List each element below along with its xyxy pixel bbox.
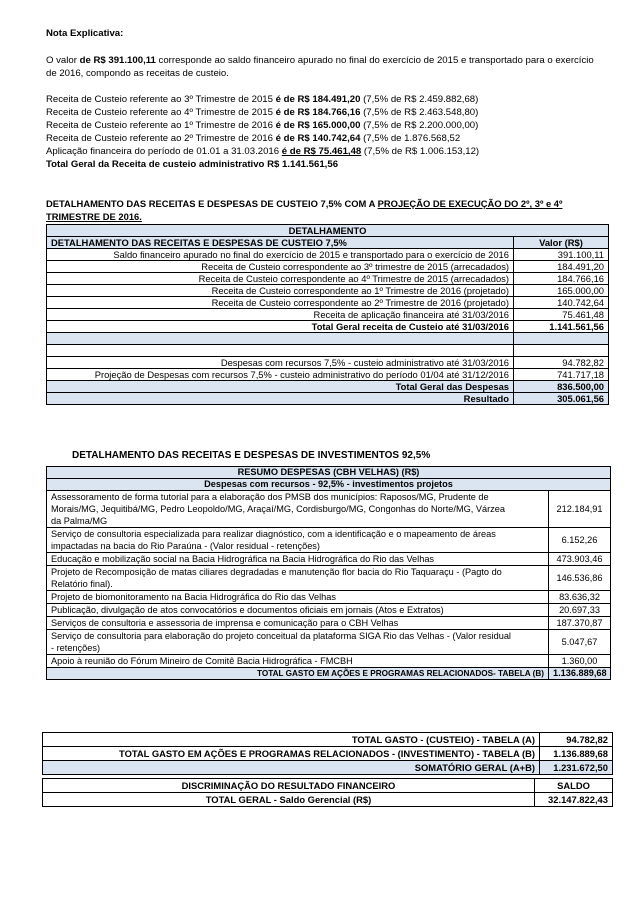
investimentos-header-2: Despesas com recursos - 92,5% - investimentos projetos [47,479,611,491]
section2-title: DETALHAMENTO DAS RECEITAS E DESPESAS DE INVESTIMENTOS 92,5% [72,450,431,461]
table-row: Apoio à reunião do Fórum Mineiro de Comitê Bacia Hidrográfica - FMCBH 1.360,00 [47,655,611,668]
note-intro-line2: de 2016, compondo as receitas de custeio. [46,68,229,79]
table-row: Serviços de consultoria e assessoria de imprensa e comunicação para o CBH Velhas 187.370,87 [47,617,611,630]
note-intro-line1: O valor de R$ 391.100,11 corresponde ao saldo financeiro apurado no final do exercício de 2015 e transportado para o exercício [46,55,594,66]
table-row: Projeto de Recomposição de matas ciliares degradadas e manutenção flor bacia do Rio Taquaraçu - (Pagto do Relatório final). 146.536,86 [47,566,611,591]
financial-header-row: DISCRIMINAÇÃO DO RESULTADO FINANCEIRO SALDO [43,779,613,793]
table-row: Publicação, divulgação de atos convocatórios e documentos oficiais em jornais (Atos e Extratos) 20.697,33 [47,604,611,617]
financial-table [42,778,613,807]
note-line: Receita de Custeio referente ao 4º Trimestre de 2015 é de R$ 184.766,16 (7,5% de R$ 2.463.548,80) [46,107,479,118]
table-row: Receita de Custeio correspondente ao 1º Trimestre de 2016 (projetado) 165.000,00 [47,285,609,297]
summary-table [42,732,613,775]
section1-title-line2: TRIMESTRE DE 2016. [46,211,142,222]
financial-row: TOTAL GERAL - Saldo Gerencial (R$) 32.147.822,43 [43,793,613,807]
investimentos-total-row: TOTAL GASTO EM AÇÕES E PROGRAMAS RELACIONADOS- TABELA (B) 1.136.889,68 [47,668,611,680]
table-row: Assessoramento de forma tutorial para a elaboração dos PMSB dos municípios: Raposos/MG, Prudente de Morais/MG, Jequitibá/MG, Pedro Leopoldo/MG, Araçaí/MG, Cordisburgo/MG, Congonhas do Norte/MG, Várzea da Palma/MG 212.184,91 [47,491,611,528]
table-row: Despesas com recursos 7,5% - custeio administrativo até 31/03/2016 94.782,82 [47,357,609,369]
investimentos-header-1: RESUMO DESPESAS (CBH VELHAS) (R$) [47,467,611,479]
total-despesas-row: Total Geral das Despesas 836.500,00 [47,381,609,393]
table-row: Receita de Custeio correspondente ao 2º Trimestre de 2016 (projetado) 140.742,64 [47,297,609,309]
summary-row: SOMATÓRIO GERAL (A+B) 1.231.672,50 [43,761,613,775]
table-row: Saldo financeiro apurado no final do exercício de 2015 e transportado para o exercício de 2016 391.100,11 [47,249,609,261]
table-row: Educação e mobilização social na Bacia Hidrográfica na Bacia Hidrográfica do Rio das Velhas 473.903,46 [47,553,611,566]
note-total-line: Total Geral da Receita de custeio administrativo R$ 1.141.561,56 [46,159,339,170]
table-row: Receita de Custeio correspondente ao 3º trimestre de 2015 (arrecadados) 184.491,20 [47,261,609,273]
resultado-row: Resultado 305.061,56 [47,393,609,405]
custeio-table [46,224,609,405]
table-row: Projeto de biomonitoramento na Bacia Hidrográfica do Rio das Velhas 83.636,32 [47,591,611,604]
section1-title: DETALHAMENTO DAS RECEITAS E DESPESAS DE CUSTEIO 7,5% COM A PROJEÇÃO DE EXECUÇÃO DO 2º, 3º e 4º [46,198,563,209]
spacer-row [47,345,609,357]
note-heading: Nota Explicativa: [46,28,124,39]
table-row: Serviço de consultoria para elaboração do projeto conceitual da plataforma SIGA Rio das Velhas - (Valor residual - retenções) 5.047,67 [47,630,611,655]
table-row: Receita de aplicação financeira até 31/03/2016 75.461,48 [47,309,609,321]
note-line: Receita de Custeio referente ao 2º Trimestre de 2016 é de R$ 140.742,64 (7,5% de 1.876.568,52 [46,133,461,144]
summary-row: TOTAL GASTO EM AÇÕES E PROGRAMAS RELACIONADOS - (INVESTIMENTO) - TABELA (B) 1.136.889,68 [43,747,613,761]
table-row: Receita de Custeio correspondente ao 4º Trimestre de 2015 (arrecadados) 184.766,16 [47,273,609,285]
spacer-row [47,333,609,345]
custeio-col-value: Valor (R$) [514,237,609,249]
table-row: Projeção de Despesas com recursos 7,5% - custeio administrativo do período 01/04 até 31/12/2016 741.717,18 [47,369,609,381]
custeio-col-desc: DETALHAMENTO DAS RECEITAS E DESPESAS DE CUSTEIO 7,5% [47,237,514,249]
total-receita-row: Total Geral receita de Custeio até 31/03/2016 1.141.561,56 [47,321,609,333]
note-line: Receita de Custeio referente ao 1º Trimestre de 2016 é de R$ 165.000,00 (7,5% de R$ 2.200.000,00) [46,120,479,131]
note-line: Aplicação financeira do período de 01.01 a 31.03.2016 é de R$ 75.461,48 (7,5% de R$ 1.006.153,12) [46,146,480,157]
custeio-table-header: DETALHAMENTO [47,225,609,237]
summary-row: TOTAL GASTO - (CUSTEIO) - TABELA (A) 94.782,82 [43,733,613,747]
investimentos-table [46,466,611,680]
table-row: Serviço de consultoria especializada para realizar diagnóstico, com a identificação e o mapeamento de áreas impactadas na bacia do Rio Paraúna - (Valor residual - retenções) 6.152,26 [47,528,611,553]
note-line: Receita de Custeio referente ao 3º Trimestre de 2015 é de R$ 184.491,20 (7,5% de R$ 2.459.882,68) [46,94,479,105]
